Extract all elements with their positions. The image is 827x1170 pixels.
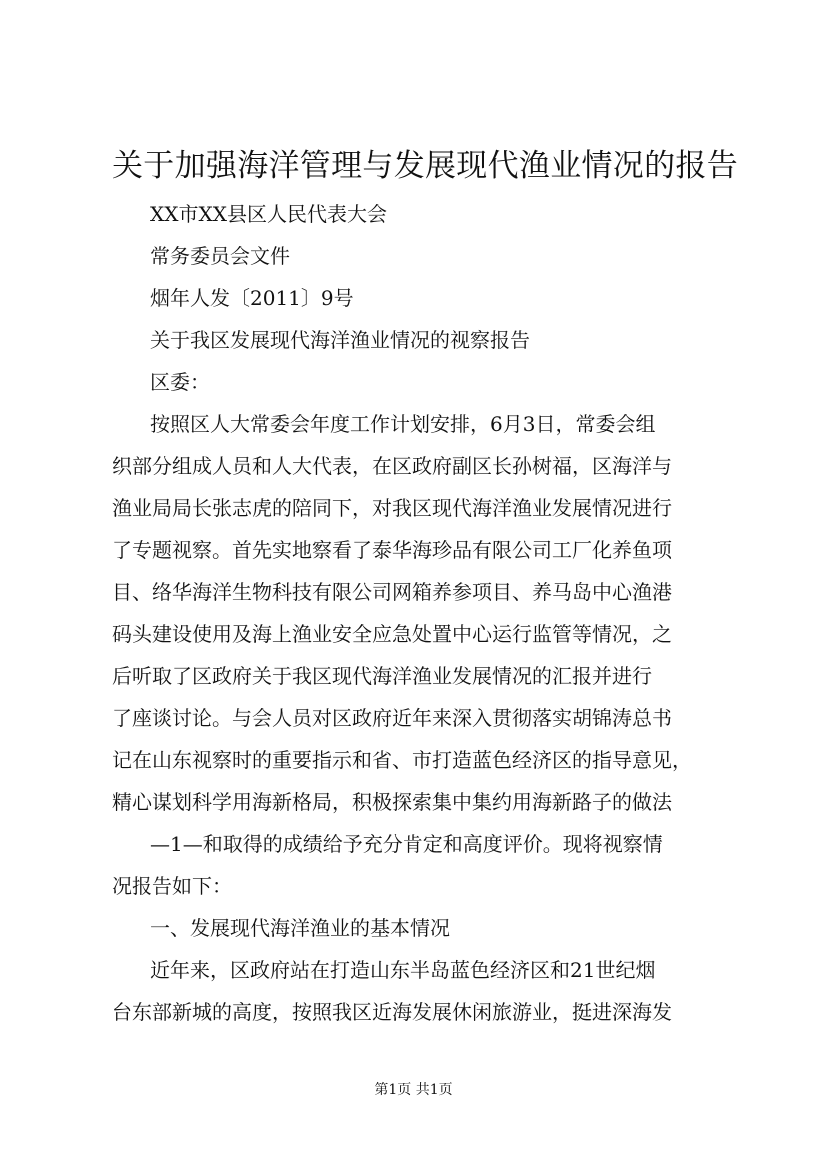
body-line: 渔业局局长张志虎的陪同下，对我区现代海洋渔业发展情况进行 <box>112 496 672 520</box>
body-line: 了座谈讨论。与会人员对区政府近年来深入贯彻落实胡锦涛总书 <box>112 706 672 730</box>
body-line: 精心谋划科学用海新格局，积极探索集中集约用海新路子的做法 <box>112 790 672 814</box>
committee-line: 常务委员会文件 <box>150 244 290 268</box>
addressee: 区委： <box>150 370 210 394</box>
body-line: 况报告如下： <box>112 874 232 898</box>
report-subtitle: 关于我区发展现代海洋渔业情况的视察报告 <box>150 328 530 352</box>
body-line: 了专题视察。首先实地察看了泰华海珍品有限公司工厂化养鱼项 <box>112 538 672 562</box>
body-line: 台东部新城的高度，按照我区近海发展休闲旅游业，挺进深海发 <box>112 1000 672 1024</box>
body-line: 织部分组成人员和人大代表，在区政府副区长孙树福，区海洋与 <box>112 454 672 478</box>
body-line: 记在山东视察时的重要指示和省、市打造蓝色经济区的指导意见， <box>112 748 692 772</box>
body-line: —1—和取得的成绩给予充分肯定和高度评价。现将视察情 <box>150 832 663 856</box>
document-number: 烟年人发〔2011〕9号 <box>150 286 354 310</box>
body-line: 码头建设使用及海上渔业安全应急处置中心运行监管等情况，之 <box>112 622 672 646</box>
body-line: 目、络华海洋生物科技有限公司网箱养参项目、养马岛中心渔港 <box>112 580 672 604</box>
page-footer: 第1页 共1页 <box>374 1082 453 1098</box>
body-line: 按照区人大常委会年度工作计划安排，6月3日，常委会组 <box>150 412 656 436</box>
body-line: 近年来，区政府站在打造山东半岛蓝色经济区和21世纪烟 <box>150 958 656 982</box>
section-heading: 一、发展现代海洋渔业的基本情况 <box>150 916 450 940</box>
body-line: 后听取了区政府关于我区现代海洋渔业发展情况的汇报并进行 <box>112 664 652 688</box>
document-title: 关于加强海洋管理与发展现代渔业情况的报告 <box>112 148 738 184</box>
issuer-line: XX市XX县区人民代表大会 <box>150 202 387 226</box>
